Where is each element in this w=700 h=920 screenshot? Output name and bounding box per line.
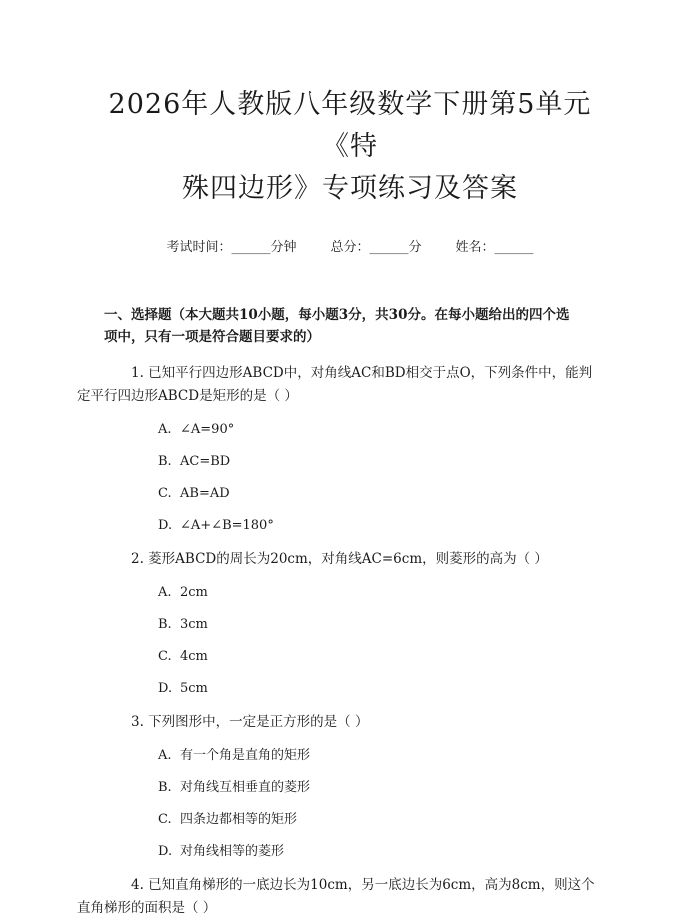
section-heading-line-2: 项中，只有一项是符合题目要求的）: [104, 329, 320, 345]
question-stem-line: 4. 已知直角梯形的一底边长为10cm，另一底边长为6cm，高为8cm，则这个: [131, 877, 595, 893]
question-stem: [77, 874, 596, 920]
section-heading: [104, 304, 596, 348]
total-score: 总分：______分: [330, 240, 422, 255]
option-text: 四条边都相等的矩形: [180, 812, 298, 827]
option-letter: D.: [158, 844, 173, 859]
option-b[interactable]: [158, 778, 596, 798]
option-text: AB=AD: [180, 486, 230, 501]
option-text: 3cm: [180, 617, 208, 632]
title-line-1: 2026年人教版八年级数学下册第5单元《特: [108, 89, 592, 162]
option-text: 对角线相等的菱形: [180, 844, 285, 859]
question-stem-line: 1. 已知平行四边形ABCD中，对角线AC和BD相交于点O，下列条件中，能判: [131, 365, 593, 381]
exam-title: [104, 0, 596, 210]
option-letter: C.: [158, 812, 172, 827]
option-list: [104, 583, 596, 699]
student-name: 姓名：______: [455, 240, 534, 255]
option-a[interactable]: [158, 420, 596, 440]
option-letter: A.: [158, 748, 172, 763]
option-a[interactable]: [158, 583, 596, 603]
option-text: 4cm: [180, 649, 208, 664]
option-c[interactable]: [158, 810, 596, 830]
question-4: [77, 874, 596, 920]
option-c[interactable]: [158, 647, 596, 667]
title-line-2: 殊四边形》专项练习及答案: [182, 173, 518, 204]
option-a[interactable]: [158, 746, 596, 766]
option-letter: B.: [158, 454, 172, 469]
question-stem: [104, 711, 596, 734]
option-list: [104, 746, 596, 862]
option-letter: B.: [158, 780, 172, 795]
option-letter: A.: [158, 585, 172, 600]
option-text: ∠A=90°: [180, 422, 235, 437]
question-stem-line: 3. 下列图形中，一定是正方形的是（ ）: [131, 714, 369, 730]
option-text: 有一个角是直角的矩形: [180, 748, 311, 763]
question-3: [104, 711, 596, 862]
question-stem-line: 直角梯形的面积是（ ）: [77, 900, 217, 916]
option-letter: D.: [158, 518, 173, 533]
section-heading-line-1: 一、选择题（本大题共10小题，每小题3分，共30分。在每小题给出的四个选: [104, 307, 570, 323]
exam-info-line: [104, 238, 596, 258]
option-letter: B.: [158, 617, 172, 632]
option-text: AC=BD: [180, 454, 231, 469]
exam-time: 考试时间：______分钟: [166, 240, 297, 255]
question-stem: [77, 362, 596, 408]
option-b[interactable]: [158, 615, 596, 635]
option-text: 对角线互相垂直的菱形: [180, 780, 311, 795]
option-b[interactable]: [158, 452, 596, 472]
option-letter: D.: [158, 681, 173, 696]
question-2: [104, 548, 596, 699]
option-letter: C.: [158, 486, 172, 501]
question-stem: [104, 548, 596, 571]
option-text: 5cm: [180, 681, 208, 696]
option-letter: A.: [158, 422, 172, 437]
question-stem-line: 定平行四边形ABCD是矩形的是（ ）: [77, 388, 298, 404]
option-d[interactable]: [158, 679, 596, 699]
option-d[interactable]: [158, 842, 596, 862]
option-d[interactable]: [158, 516, 596, 536]
option-c[interactable]: [158, 484, 596, 504]
option-text: ∠A+∠B=180°: [180, 518, 274, 533]
option-letter: C.: [158, 649, 172, 664]
option-list: [104, 420, 596, 536]
question-stem-line: 2. 菱形ABCD的周长为20cm，对角线AC=6cm，则菱形的高为（ ）: [131, 551, 548, 567]
question-1: [77, 362, 596, 536]
option-text: 2cm: [180, 585, 208, 600]
